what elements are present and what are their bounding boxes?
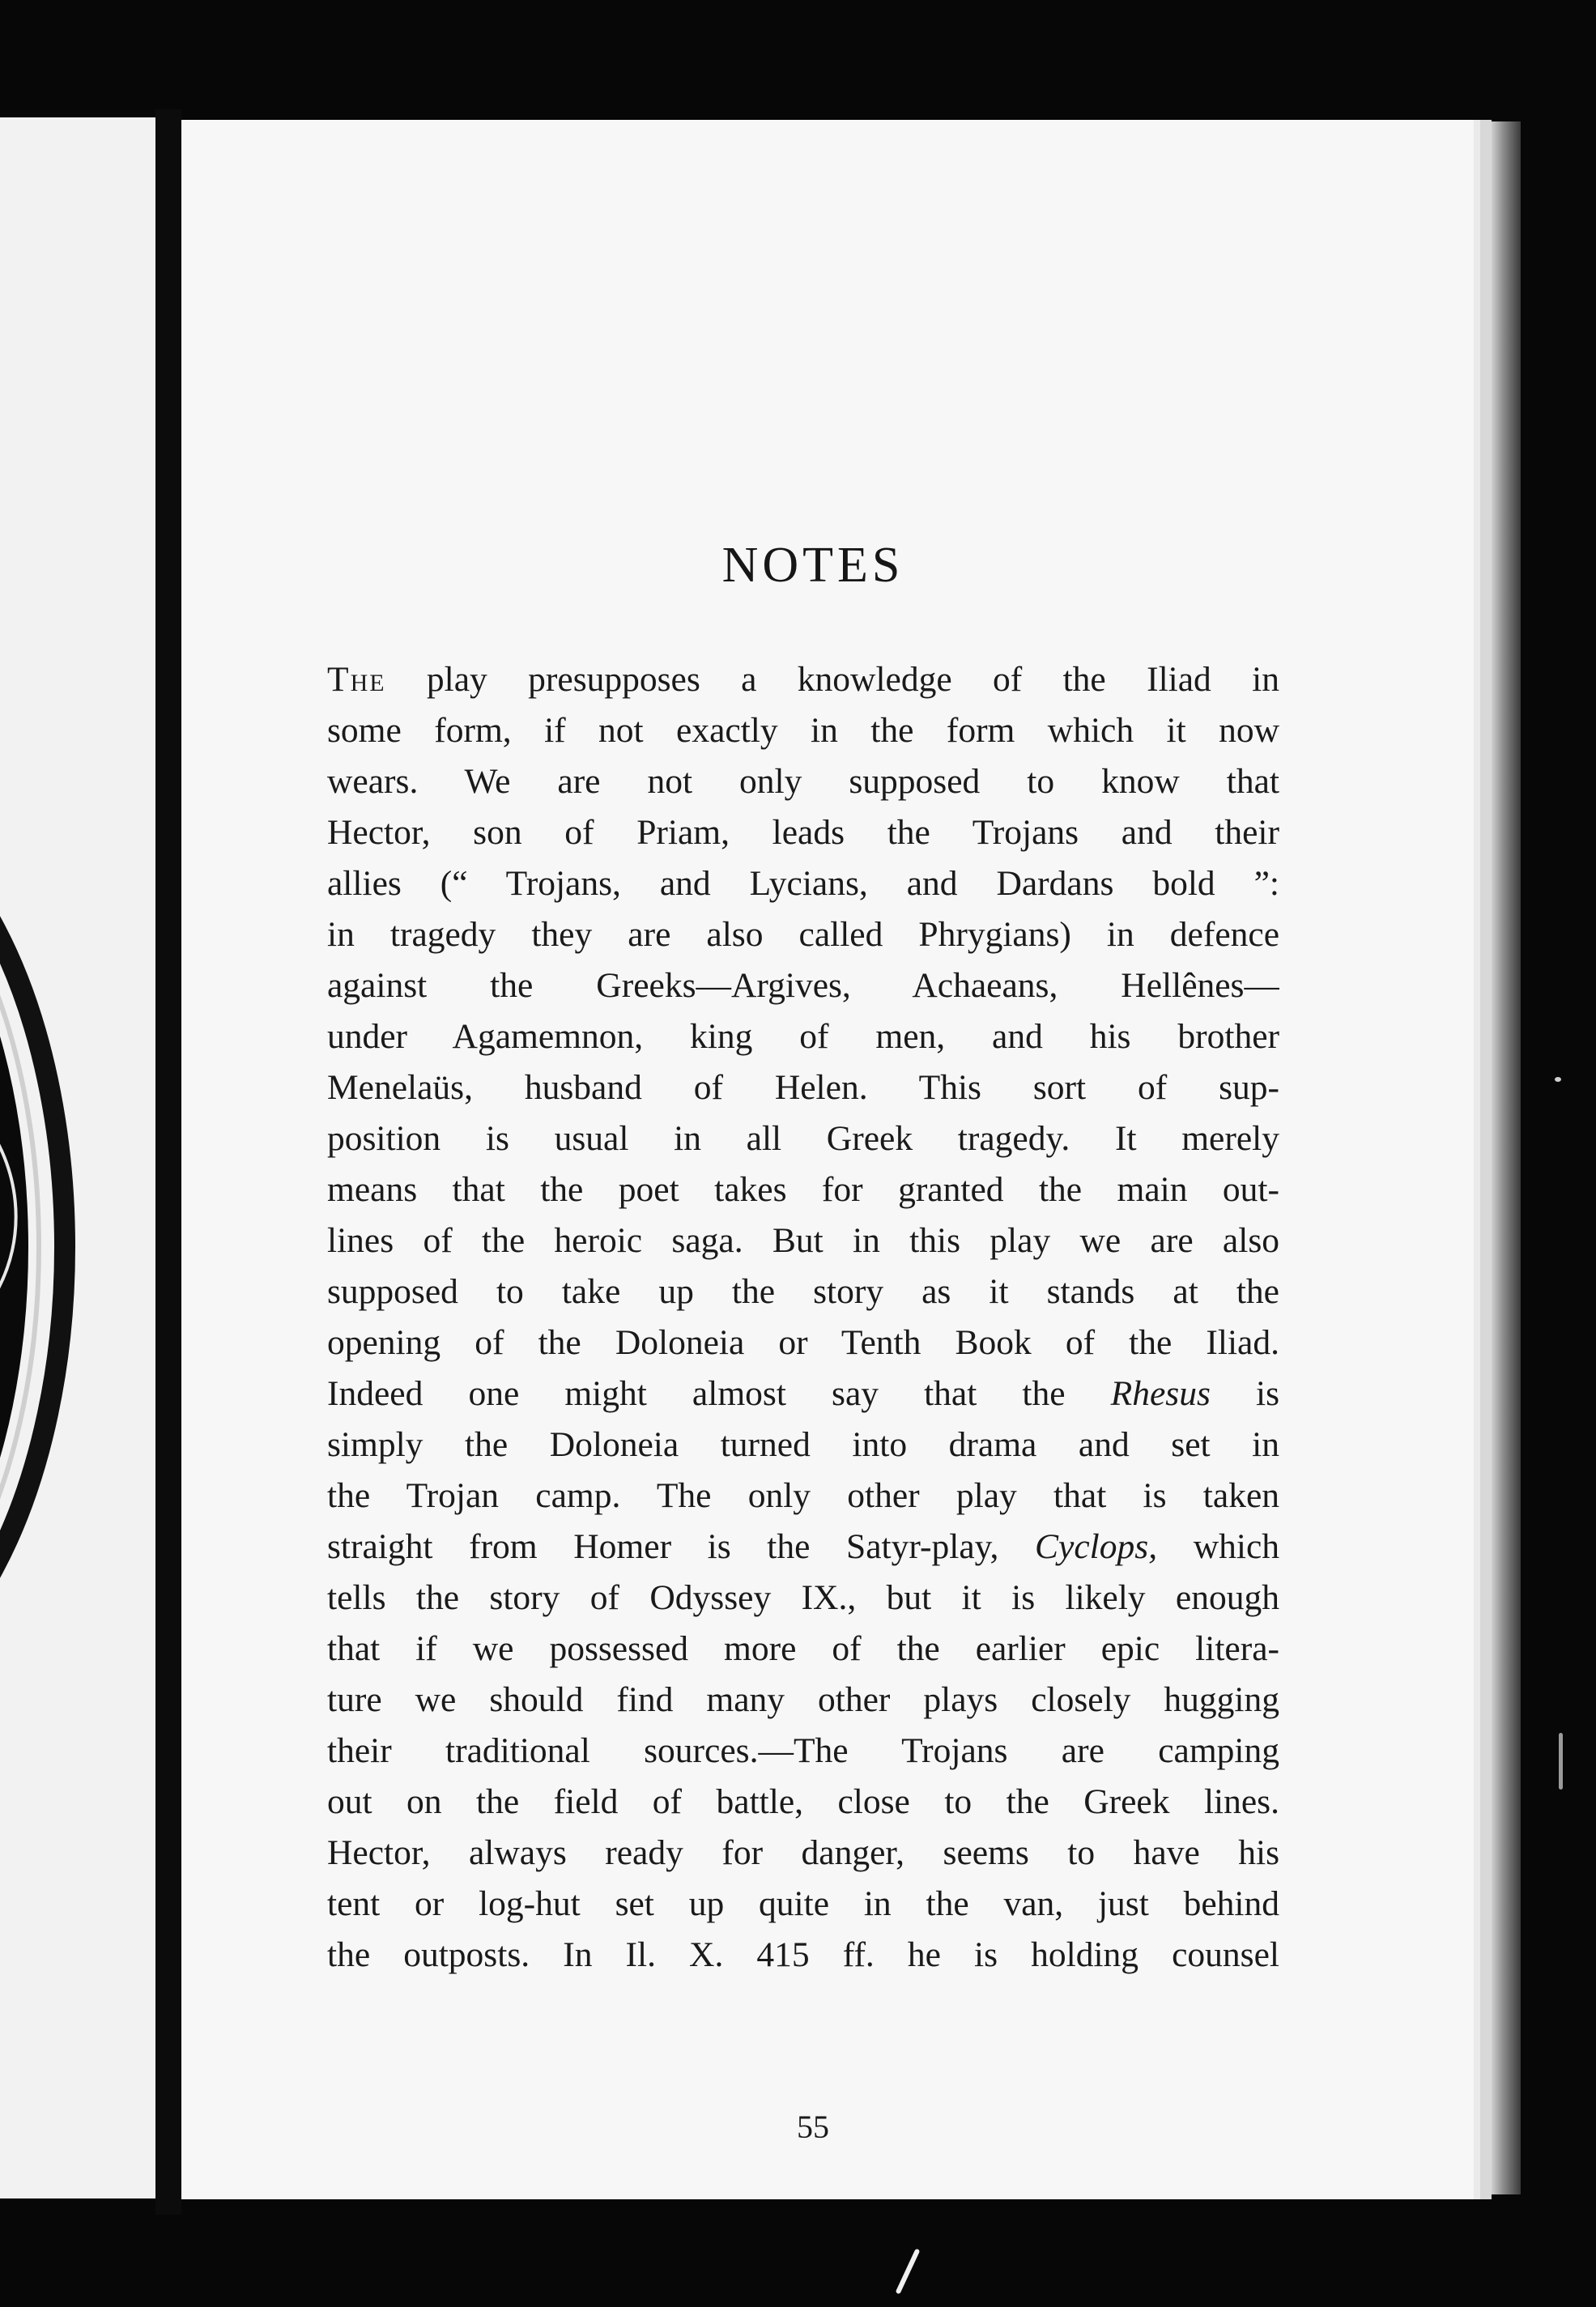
text-line: their traditional sources.—The Trojans are camping xyxy=(327,1731,1279,1770)
text-line: tells the story of Odyssey IX., but it is likely enough xyxy=(327,1578,1279,1617)
line-text: which xyxy=(1157,1527,1279,1566)
text-line: against the Greeks—Argives, Achaeans, Hellênes— xyxy=(327,966,1279,1005)
text-line: tent or log-hut set up quite in the van, just behind xyxy=(327,1884,1279,1923)
notes-body xyxy=(327,654,1279,1981)
text-line: Hector, always ready for danger, seems to have his xyxy=(327,1833,1279,1872)
italic-title: Rhesus xyxy=(1110,1374,1211,1413)
text-line xyxy=(327,1522,1279,1573)
page-number: 55 xyxy=(797,2109,829,2145)
text-line: some form, if not exactly in the form which it now xyxy=(327,711,1279,750)
text-line xyxy=(327,1368,1279,1420)
scan-speck xyxy=(1555,1077,1561,1082)
text-line: allies (“ Trojans, and Lycians, and Dardans bold ”: xyxy=(327,864,1279,903)
scan-speck xyxy=(1559,1733,1563,1790)
scan-speck xyxy=(896,2249,921,2295)
text-line: means that the poet takes for granted the main out- xyxy=(327,1170,1279,1209)
text-line: out on the field of battle, close to the Greek lines. xyxy=(327,1782,1279,1821)
text-line: Hector, son of Priam, leads the Trojans and their xyxy=(327,813,1279,852)
book-gutter xyxy=(155,109,181,2215)
text-line: lines of the heroic saga. But in this play we are also xyxy=(327,1221,1279,1260)
page-heading: NOTES xyxy=(721,538,904,593)
facing-page xyxy=(0,117,160,2198)
book-page xyxy=(181,120,1492,2199)
text-line: the outposts. In Il. X. 415 ff. he is holding counsel xyxy=(327,1935,1279,1974)
text-line: the Trojan camp. The only other play that is taken xyxy=(327,1476,1279,1515)
text-line xyxy=(327,654,1279,705)
text-line: under Agamemnon, king of men, and his brother xyxy=(327,1017,1279,1056)
text-line: simply the Doloneia turned into drama and set in xyxy=(327,1425,1279,1464)
line-text: straight from Homer is the Satyr-play, xyxy=(327,1527,1036,1566)
page-edge xyxy=(1492,121,1521,2194)
text-line: wears. We are not only supposed to know that xyxy=(327,762,1279,801)
line-text: Indeed one might almost say that the xyxy=(327,1374,1111,1413)
facing-page-illustration xyxy=(0,781,81,1713)
italic-title: Cyclops, xyxy=(1035,1527,1158,1566)
text-line: in tragedy they are also called Phrygians) in defence xyxy=(327,915,1279,954)
text-line: ture we should find many other plays closely hugging xyxy=(327,1680,1279,1719)
line-text: is xyxy=(1210,1374,1279,1413)
text-line: opening of the Doloneia or Tenth Book of the Iliad. xyxy=(327,1323,1279,1362)
text-line: Menelaüs, husband of Helen. This sort of sup- xyxy=(327,1068,1279,1107)
text-line: that if we possessed more of the earlier epic litera- xyxy=(327,1629,1279,1668)
drop-lead-word: The xyxy=(327,660,386,699)
text-line: position is usual in all Greek tragedy. It merely xyxy=(327,1119,1279,1158)
text-line: supposed to take up the story as it stands at the xyxy=(327,1272,1279,1311)
line-text: play presupposes a knowledge of the Iliad in xyxy=(385,660,1279,699)
